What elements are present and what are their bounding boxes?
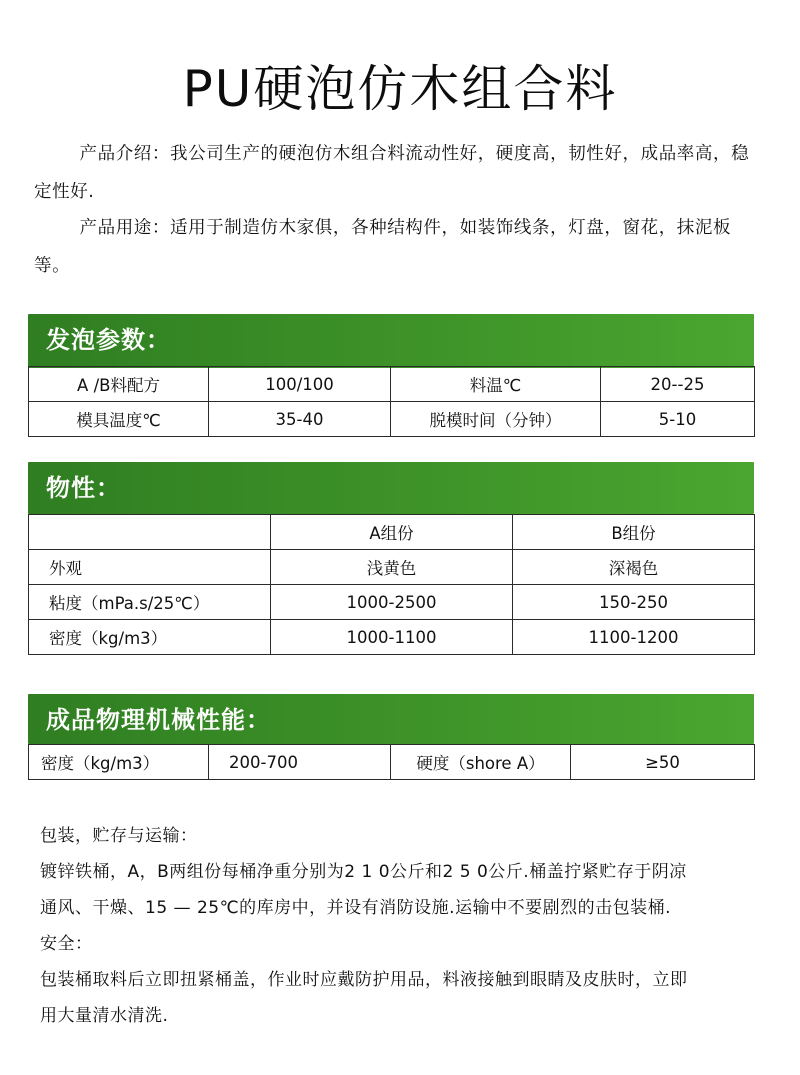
table-row xyxy=(29,402,755,437)
packing-text-line: 镀锌铁桶，A，B两组份每桶净重分别为2 1 0公斤和2 5 0公斤.桶盖拧紧贮存于阴凉 xyxy=(40,862,687,882)
physical-section-header xyxy=(28,462,754,514)
table-cell: 密度（kg/m3） xyxy=(29,745,209,780)
table-header-row xyxy=(29,515,755,550)
table-row xyxy=(29,367,755,402)
table-row xyxy=(29,620,755,655)
table-cell: 5-10 xyxy=(601,402,755,437)
table-cell: 200-700 xyxy=(209,745,391,780)
page-title: PU硬泡仿木组合料 xyxy=(182,60,618,118)
foaming-section-header xyxy=(28,314,754,368)
foaming-parameters-table xyxy=(28,366,755,437)
table-cell: 脱模时间（分钟） xyxy=(391,402,601,437)
table-cell: 料温℃ xyxy=(391,367,601,402)
table-cell: 密度（kg/m3） xyxy=(29,620,271,655)
table-cell: 150-250 xyxy=(513,585,755,620)
foaming-heading: 发泡参数： xyxy=(46,326,171,354)
table-cell: ≥50 xyxy=(571,745,755,780)
table-cell: 硬度（shore A） xyxy=(391,745,571,780)
mechanical-section-header xyxy=(28,694,754,744)
physical-properties-table xyxy=(28,514,755,655)
table-cell: 浅黄色 xyxy=(271,550,513,585)
table-cell: 35-40 xyxy=(209,402,391,437)
table-row xyxy=(29,550,755,585)
product-use-paragraph: 产品用途：适用于制造仿木家俱，各种结构件，如装饰线条，灯盘，窗花，抹泥板等。 xyxy=(34,218,732,276)
table-cell: 模具温度℃ xyxy=(29,402,209,437)
table-cell: 外观 xyxy=(29,550,271,585)
table-row xyxy=(29,745,755,780)
safety-title: 安全： xyxy=(40,934,93,954)
mechanical-heading: 成品物理机械性能： xyxy=(46,706,271,734)
product-intro-paragraph: 产品介绍：我公司生产的硬泡仿木组合料流动性好，硬度高，韧性好，成品率高，稳定性好. xyxy=(34,144,750,202)
table-cell: 粘度（mPa.s/25℃） xyxy=(29,585,271,620)
table-cell: 1000-1100 xyxy=(271,620,513,655)
packing-text-line: 通风、干燥、15 — 25℃的库房中，并设有消防设施.运输中不要剧烈的击包装桶. xyxy=(40,898,671,918)
table-header-cell xyxy=(29,515,271,550)
table-cell: 20--25 xyxy=(601,367,755,402)
safety-text-line: 用大量清水清洗. xyxy=(40,1006,169,1026)
table-row xyxy=(29,585,755,620)
table-header-cell: B组份 xyxy=(513,515,755,550)
table-cell: 深褐色 xyxy=(513,550,755,585)
mechanical-properties-table xyxy=(28,744,755,780)
table-cell: A /B料配方 xyxy=(29,367,209,402)
table-cell: 100/100 xyxy=(209,367,391,402)
table-cell: 1000-2500 xyxy=(271,585,513,620)
packing-title: 包装，贮存与运输： xyxy=(40,826,198,846)
table-header-cell: A组份 xyxy=(271,515,513,550)
table-cell: 1100-1200 xyxy=(513,620,755,655)
safety-text-line: 包装桶取料后立即扭紧桶盖，作业时应戴防护用品，料液接触到眼睛及皮肤时，立即 xyxy=(40,970,688,990)
notes-section xyxy=(40,818,780,1034)
physical-heading: 物性： xyxy=(46,474,121,502)
